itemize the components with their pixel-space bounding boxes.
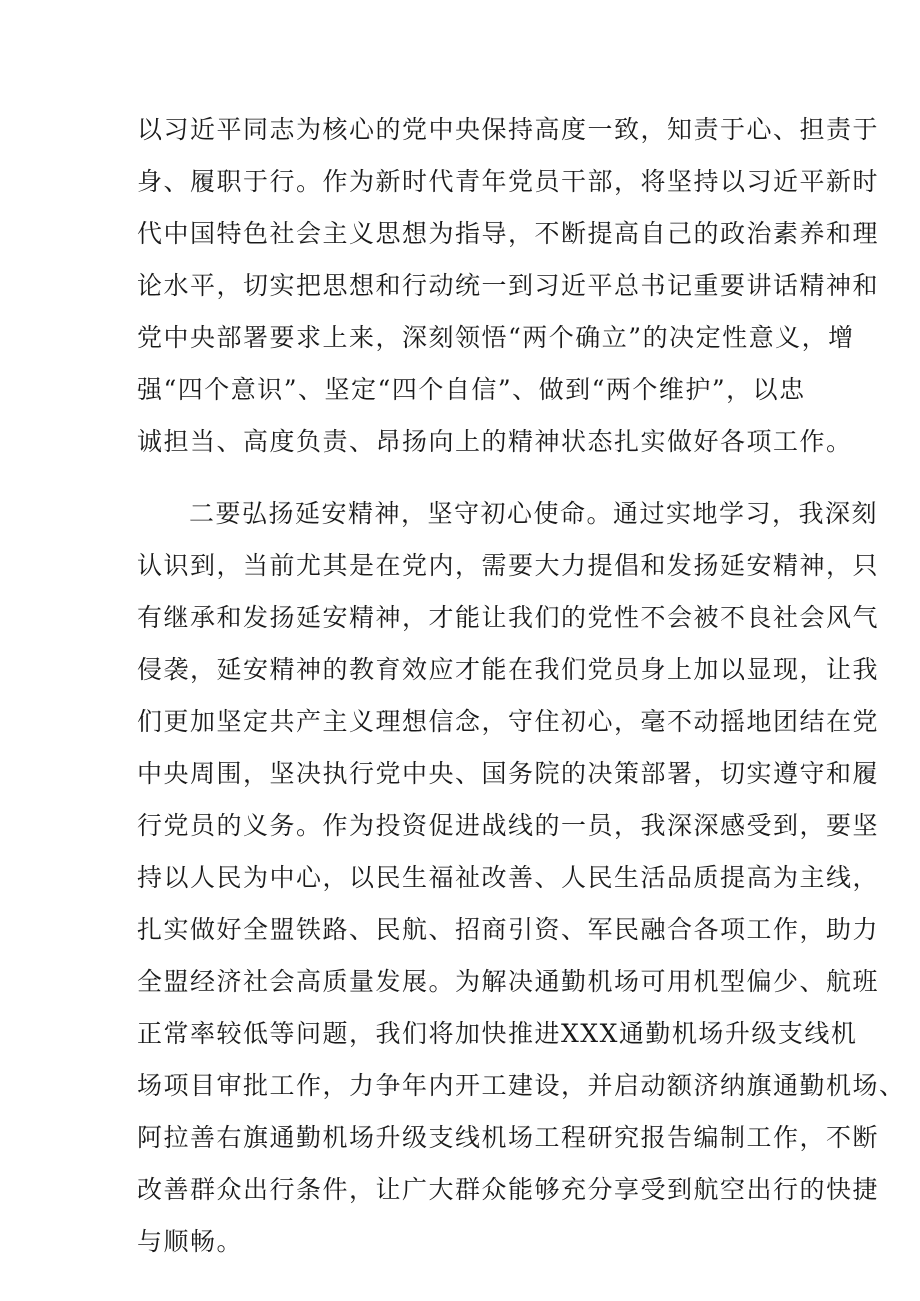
paragraph-line: 强“四个意识”、坚定“四个自信”、做到“两个维护”，以忠 bbox=[137, 375, 806, 404]
paragraph-line: 改善群众出行条件，让广大群众能够充分享受到航空出行的快捷 bbox=[137, 1175, 880, 1204]
paragraph-line: 侵袭，延安精神的教育效应才能在我们党员身上加以显现，让我 bbox=[137, 655, 880, 684]
paragraph-line: 身、履职于行。作为新时代青年党员干部，将坚持以习近平新时 bbox=[137, 167, 880, 196]
paragraph-line: 以习近平同志为核心的党中央保持高度一致，知责于心、担责于 bbox=[137, 115, 880, 144]
paragraph-line: 与顺畅。 bbox=[137, 1227, 244, 1256]
paragraph-line: 持以人民为中心，以民生福祉改善、人民生活品质提高为主线， bbox=[137, 863, 880, 892]
paragraph-line: 扎实做好全盟铁路、民航、招商引资、军民融合各项工作，助力 bbox=[137, 915, 880, 944]
paragraph-line: 党中央部署要求上来，深刻领悟“两个确立”的决定性意义，增 bbox=[137, 323, 855, 352]
paragraph-line: 诚担当、高度负责、昂扬向上的精神状态扎实做好各项工作。 bbox=[137, 427, 853, 456]
paragraph-line: 们更加坚定共产主义理想信念，守住初心，毫不动摇地团结在党 bbox=[137, 707, 880, 736]
paragraph-line: 有继承和发扬延安精神，才能让我们的党性不会被不良社会风气 bbox=[137, 603, 880, 632]
paragraph-line: 二要弘扬延安精神，坚守初心使命。通过实地学习，我深刻 bbox=[189, 499, 879, 528]
paragraph-line: 认识到，当前尤其是在党内，需要大力提倡和发扬延安精神，只 bbox=[137, 551, 880, 580]
paragraph-line: 论水平，切实把思想和行动统一到习近平总书记重要讲话精神和 bbox=[137, 271, 880, 300]
paragraph-line: 阿拉善右旗通勤机场升级支线机场工程研究报告编制工作，不断 bbox=[137, 1123, 880, 1152]
paragraph-line: 代中国特色社会主义思想为指导，不断提高自己的政治素养和理 bbox=[137, 219, 880, 248]
paragraph-line: 场项目审批工作，力争年内开工建设，并启动额济纳旗通勤机场、 bbox=[137, 1071, 906, 1100]
paragraph-line: 全盟经济社会高质量发展。为解决通勤机场可用机型偏少、航班 bbox=[137, 967, 880, 996]
paragraph-line: 行党员的义务。作为投资促进战线的一员，我深深感受到，要坚 bbox=[137, 811, 880, 840]
paragraph-line: 正常率较低等问题，我们将加快推进XXX通勤机场升级支线机 bbox=[137, 1019, 858, 1048]
paragraph-line: 中央周围，坚决执行党中央、国务院的决策部署，切实遵守和履 bbox=[137, 759, 880, 788]
